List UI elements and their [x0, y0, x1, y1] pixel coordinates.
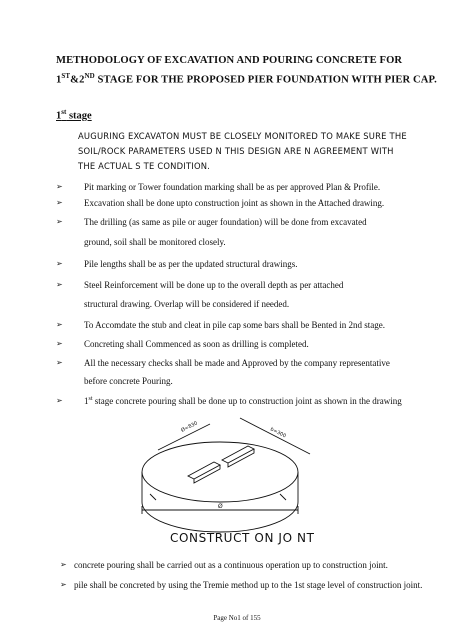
list-item-continuation: before concrete Pouring. — [84, 376, 173, 386]
arrow-bullet-icon: ➢ — [56, 259, 63, 268]
list-item-continuation: ground, soil shall be monitored closely. — [84, 237, 226, 247]
note-line-3: THE ACTUAL S TE CONDITION. — [78, 161, 211, 171]
document-title-line-2: 1ST&2ND STAGE FOR THE PROPOSED PIER FOUNDATION WITH PIER CAP. — [56, 72, 437, 86]
dimension-label-right: b=300 — [269, 426, 287, 440]
arrow-bullet-icon: ➢ — [56, 396, 63, 405]
dimension-label-bottom: Ø — [218, 503, 223, 510]
note-line-1: AUGURING EXCAVATON MUST BE CLOSELY MONITORED TO MAKE SURE THE — [78, 131, 407, 141]
page-number: Page No1 of 155 — [213, 614, 261, 622]
arrow-bullet-icon: ➢ — [60, 560, 67, 569]
dimension-label-left: Ø=830 — [180, 420, 199, 434]
pier-cap-drawing — [130, 410, 330, 560]
document-title-line-1: METHODOLOGY OF EXCAVATION AND POURING CONCRETE FOR — [56, 55, 403, 66]
note-line-2: SOIL/ROCK PARAMETERS USED N THIS DESIGN ARE N AGREEMENT WITH — [78, 146, 394, 156]
stage-heading: 1st stage — [56, 108, 92, 122]
drawing-caption: CONSTRUCT ON JO NT — [170, 531, 315, 545]
list-item-continuation: structural drawing. Overlap will be considered if needed. — [84, 299, 290, 309]
arrow-bullet-icon: ➢ — [56, 320, 63, 329]
arrow-bullet-icon: ➢ — [56, 217, 63, 226]
arrow-bullet-icon: ➢ — [56, 280, 63, 289]
cylinder-top — [142, 442, 298, 502]
arrow-bullet-icon: ➢ — [56, 339, 63, 348]
arrow-bullet-icon: ➢ — [60, 580, 67, 589]
arrow-bullet-icon: ➢ — [56, 198, 63, 207]
arrow-bullet-icon: ➢ — [56, 182, 63, 191]
arrow-bullet-icon: ➢ — [56, 358, 63, 367]
